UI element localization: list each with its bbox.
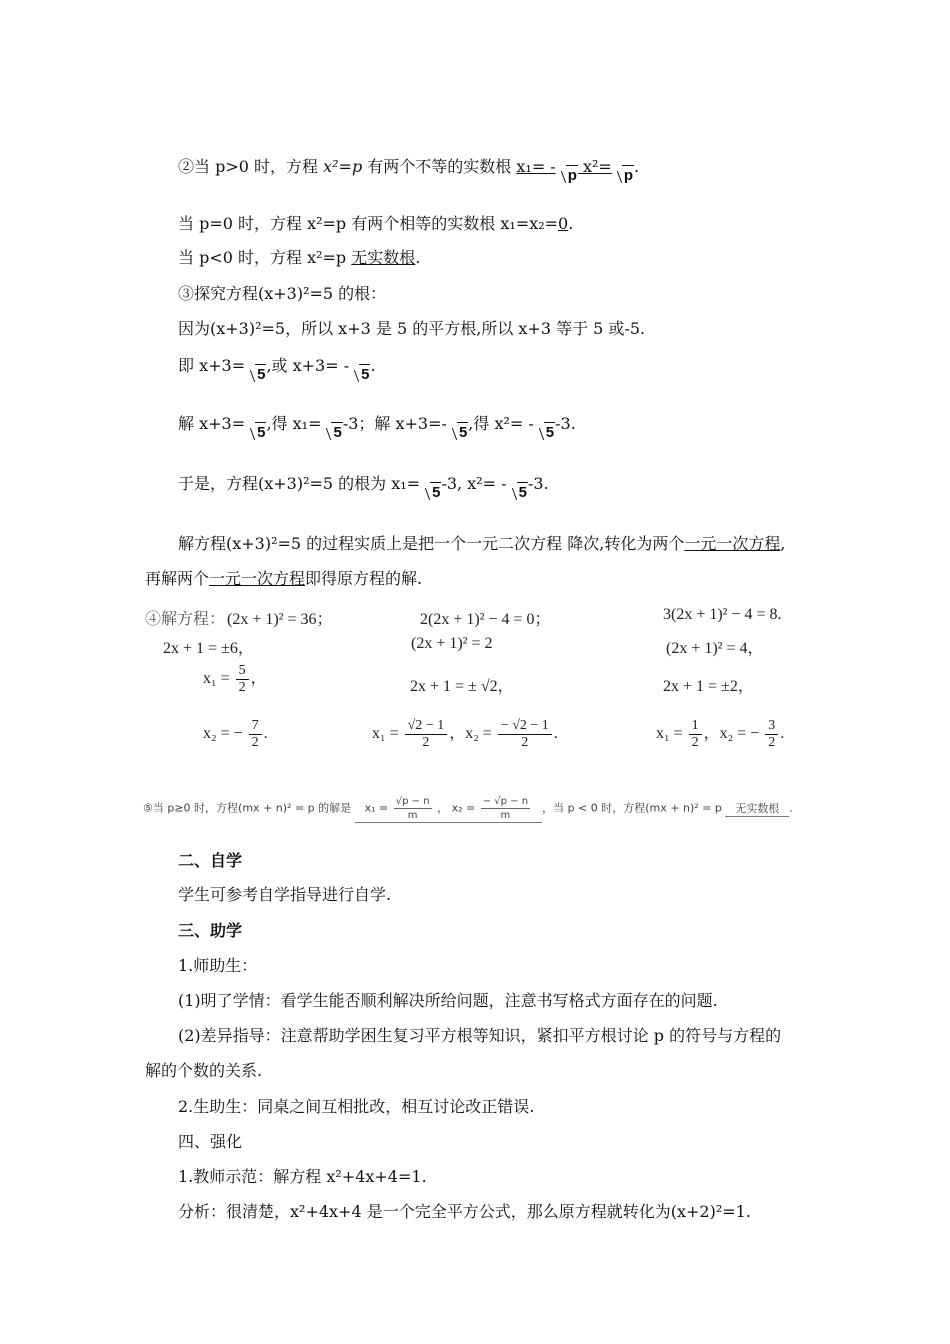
equation: x²=p: [323, 157, 363, 176]
ex4-c1-eq: (2x + 1)² = 36；: [227, 611, 333, 628]
root-answer: [516, 157, 634, 184]
fraction: $\frac{1}{2}$: [689, 718, 702, 751]
sqrt-5: 5: [246, 422, 265, 444]
sqrt-5: 5: [246, 364, 265, 386]
ex4-c1-x1: x₁ = $\frac{5}{2}$ ，: [203, 663, 267, 695]
ex4-c2-step2: 2x + 1 = ± √2，: [410, 678, 514, 695]
paragraph: (2)差异指导：注意帮助学困生复习平方根等知识，紧扣平方根讨论 p 的符号与方程的: [178, 1026, 782, 1045]
ex4-c2-roots: x₁ = $\frac{√2 - 1}{2}$ ，x₂ = $\frac{- √2 - 1}{2}$ .: [372, 718, 558, 750]
line-solve: 解 x+3= 5,得 x₁= 5-3；解 x+3=- 5,得 x²= - 5-3.: [178, 413, 576, 444]
fraction: $\frac{7}{2}$: [249, 718, 262, 751]
section-heading: 二、自学: [178, 851, 243, 870]
ex4-c1-x2: x₂ = − $\frac{7}{2}$ .: [203, 718, 268, 750]
ex4-c1-step: 2x + 1 = ±6，: [163, 640, 254, 657]
text: 当 p<0 时，方程 x²=p: [178, 248, 352, 267]
fraction: $\frac{3}{2}$: [765, 718, 778, 751]
sqrt-5: 5: [322, 422, 341, 444]
sqrt-5: 5: [535, 422, 554, 444]
text: 当 p=0 时，方程 x²=p 有两个相等的实数根 x₁=x₂=: [178, 214, 559, 233]
line-p-zero: 当 p=0 时，方程 x²=p 有两个相等的实数根 x₁=x₂=0.: [178, 214, 574, 233]
line-p-positive: ②当 p>0 时，方程 x²=p 有两个不等的实数根 x₁= - p x²= p.: [178, 156, 639, 187]
section-heading: 四、强化: [178, 1132, 243, 1151]
answer: 一元一次方程: [209, 569, 306, 588]
ex4-c3-step2: 2x + 1 = ±2，: [663, 678, 754, 695]
line-because: 因为(x+3)²=5，所以 x+3 是 5 的平方根,所以 x+3 等于 5 或-5.: [178, 319, 646, 338]
answer: 0: [558, 214, 569, 233]
sqrt-p-2: p: [613, 165, 633, 187]
text: ②当 p>0 时，方程: [178, 157, 324, 176]
line-essence: 解方程(x+3)²=5 的过程实质上是把一个一元二次方程 降次,转化为两个一元一次方程,: [178, 534, 786, 553]
sqrt-5: 5: [508, 482, 527, 504]
ex4-c3-eq: 3(2x + 1)² − 4 = 8.: [663, 606, 782, 623]
fraction: $\frac{- √2 - 1}{2}$: [498, 718, 552, 751]
x1-label: x₁= -: [516, 157, 556, 176]
line-conclusion: 再解两个一元一次方程即得原方程的解.: [145, 569, 423, 588]
sqrt-5: 5: [421, 482, 440, 504]
sqrt-p-1: p: [557, 165, 577, 187]
exercise-label: ④解方程：: [145, 611, 226, 628]
paragraph: 1.师助生：: [178, 956, 258, 975]
ex4-c3-roots: x₁ = $\frac{1}{2}$ ，x₂ = − $\frac{3}{2}$ .: [656, 718, 785, 750]
fraction: $\frac{5}{2}$: [236, 663, 249, 696]
blank-answer: x₁ = $\frac{√p - n}{m}$ ， x₂ = $\frac{- √p - n}{m}$: [355, 795, 542, 823]
sqrt-5: 5: [448, 422, 467, 444]
text: 有两个不等的实数根: [362, 157, 517, 176]
paragraph: 2.生助生：同桌之间互相批改，相互讨论改正错误.: [178, 1097, 535, 1116]
answer: 无实数根: [351, 248, 416, 267]
line-namely: 即 x+3= 5,或 x+3= - 5.: [178, 355, 376, 386]
ex4-c3-step: (2x + 1)² = 4，: [666, 640, 764, 657]
ex4-c2-eq: 2(2x + 1)² − 4 = 0；: [420, 611, 551, 628]
x2-label: x²=: [577, 157, 612, 176]
item5-line: ⑤当 p≥0 时，方程(mx + n)² = p 的解是 x₁ = $\frac{√p - n}{m}$ ， x₂ = $\frac{- √p - n}{m}$ ，当 p < 0 时，方程(mx + n)² = p 无实数根 .: [143, 796, 793, 821]
blank-answer: 无实数根: [725, 800, 789, 817]
line-explore: ③探究方程(x+3)²=5 的根：: [178, 284, 387, 303]
section-heading: 三、助学: [178, 921, 243, 940]
paragraph: 学生可参考自学指导进行自学.: [178, 885, 392, 904]
paragraph: 分析：很清楚，x²+4x+4 是一个完全平方公式，那么原方程就转化为(x+2)²=1.: [178, 1202, 751, 1221]
paragraph: (1)明了学情：看学生能否顺利解决所给问题，注意书写格式方面存在的问题.: [178, 991, 718, 1010]
line-p-negative: 当 p<0 时，方程 x²=p 无实数根.: [178, 248, 421, 267]
paragraph: 解的个数的关系.: [145, 1061, 263, 1080]
ex4-c2-step: (2x + 1)² = 2: [411, 635, 493, 652]
paragraph: 1.教师示范：解方程 x²+4x+4=1.: [178, 1167, 427, 1186]
line-roots: 于是，方程(x+3)²=5 的根为 x₁= 5-3, x²= - 5-3.: [178, 473, 549, 504]
answer: 一元一次方程: [684, 534, 781, 553]
fraction: $\frac{√2 - 1}{2}$: [405, 718, 448, 751]
sqrt-5: 5: [350, 364, 369, 386]
